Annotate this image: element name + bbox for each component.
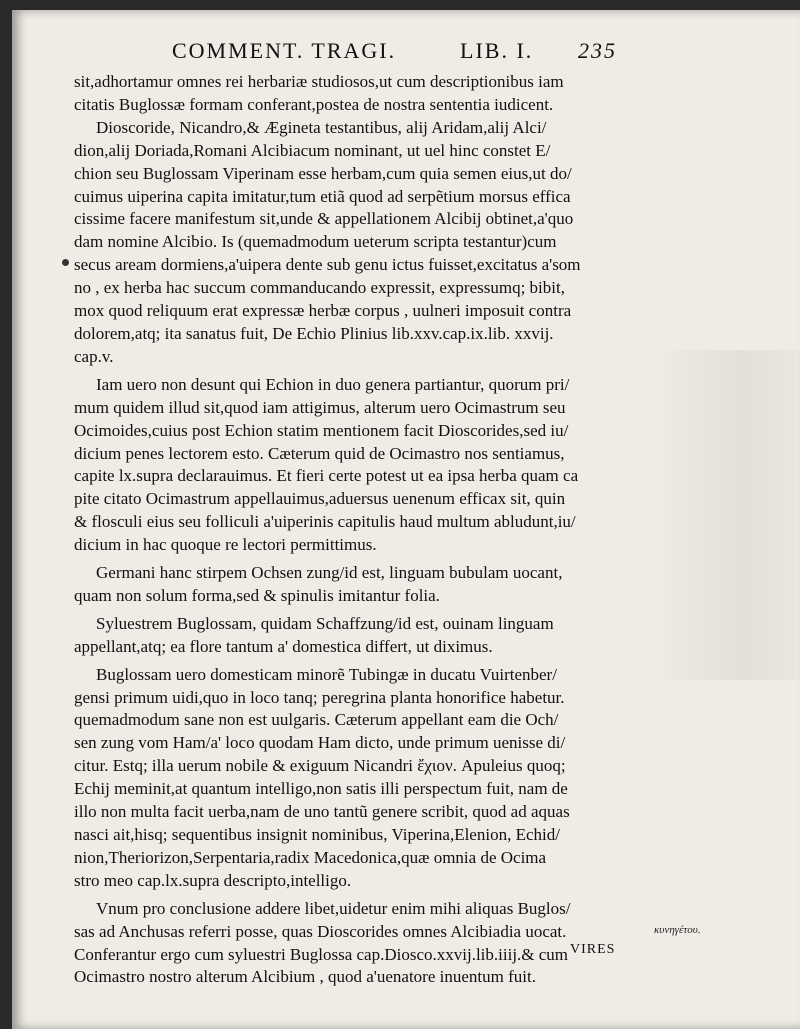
- text-line: cap.v.: [74, 346, 114, 366]
- text-line: Iam uero non desunt qui Echion in duo genera partiantur, quorum pri/: [96, 374, 570, 394]
- text-line: dolorem,atq; ita sanatus fuit, De Echio Plinius lib.xxv.cap.ix.lib. xxvij.: [74, 323, 554, 343]
- text-line: illo non multa facit uerba,nam de uno tantũ genere scribit, quod ad aquas: [74, 802, 570, 822]
- page-number: 235: [578, 38, 617, 63]
- text-line: mox quod reliquum erat expressæ herbæ corpus , uulneri imposuit contra: [74, 301, 572, 321]
- text-line: cuimus uiperina capita imitatur,tum etiã quod ad serpẽtium morsus effica: [74, 186, 571, 206]
- text-line: capite lx.supra declarauimus. Et fieri certe potest ut ea ipsa herba quam ca: [74, 466, 579, 486]
- text-line: sas ad Anchusas referri posse, quas Dioscorides omnes Alcibiadia uocat.: [74, 921, 567, 941]
- text-line: & flosculi eius seu folliculi a'uiperinis capitulis haud multum abludunt,iu/: [74, 512, 576, 532]
- show-through-shadow: [652, 350, 800, 680]
- text-line: citatis Buglossæ formam conferant,postea de nostra sententia iudicent.: [74, 94, 554, 114]
- text-line: cissime facere manifestum sit,unde & appellationem Alcibij obtinet,a'quo: [74, 209, 574, 229]
- text-line: nasci ait,hisq; sequentibus insignit nominibus, Viperina,Elenion, Echid/: [74, 825, 560, 844]
- body-text: [74, 71, 634, 989]
- text-line: quemadmodum sane non est uulgaris. Cæterum appellant eam die Och/: [74, 710, 559, 730]
- text-line: dicium penes lectorem esto. Cæterum quid de Ocimastro nos sentiamus,: [74, 443, 565, 463]
- text-line: nion,Theriorizon,Serpentaria,radix Macedonica,quæ omnia de Ocima: [74, 847, 547, 867]
- text-line: Ocimastro nostro alterum Alcibium , quod a'uenatore inuentum fuit.: [74, 967, 536, 987]
- text-line: chion seu Buglossam Viperinam esse herbam,cum quia semen eius,ut do/: [74, 163, 572, 183]
- text-line: secus aream dormiens,a'uipera dente sub genu ictus fuisset,excitatus a'som: [74, 255, 581, 275]
- text-line: dion,alij Doriada,Romani Alcibiacum nominant, ut uel hinc constet E/: [74, 140, 551, 160]
- marginal-note: κυνηγέτου.: [654, 924, 701, 936]
- text-line: mum quidem illud sit,quod iam attigimus, alterum uero Ocimastrum seu: [74, 397, 566, 417]
- text-line: no , ex herba hac succum commanducando expressit, expressumq; bibit,: [74, 278, 565, 298]
- text-line: stro meo cap.lx.supra descripto,intelligo.: [74, 870, 352, 890]
- text-line: Ocimoides,cuius post Echion statim mentionem facit Dioscorides,sed iu/: [74, 420, 569, 440]
- text-line: quam non solum forma,sed & spinulis imitantur folia.: [74, 585, 440, 605]
- running-head-book: LIB. I.: [460, 38, 534, 63]
- text-line: dam nomine Alcibio. Is (quemadmodum ueterum scripta testantur)cum: [74, 232, 557, 252]
- ink-spot: [62, 259, 69, 266]
- running-head-title: COMMENT. TRAGI.: [172, 38, 397, 63]
- catchword: VIRES: [570, 942, 616, 957]
- text-line: Conferantur ergo cum syluestri Buglossa cap.Diosco.xxvij.lib.iiij.& cum: [74, 944, 569, 964]
- text-line: citur. Estq; illa uerum nobile & exiguum Nicandri ἔχιον. Apuleius quoq;: [74, 756, 566, 776]
- text-line: sit,adhortamur omnes rei herbariæ studiosos,ut cum descriptionibus iam: [74, 72, 564, 91]
- text-line: pite citato Ocimastrum appellauimus,aduersus uenenum efficax sit, quin: [74, 489, 566, 509]
- text-line: dicium in hac quoque re lectori permittimus.: [74, 535, 377, 555]
- text-line: appellant,atq; ea flore tantum a' domestica differt, ut diximus.: [74, 636, 493, 656]
- text-line: sen zung vom Ham/a' loco quodam Ham dicto, unde primum uenisse di/: [74, 733, 566, 753]
- text-line: Vnum pro conclusione addere libet,uidetur enim mihi aliquas Buglos/: [96, 898, 571, 918]
- text-line: Echij meminit,at quantum intelligo,non satis illi perspectum fuit, nam de: [74, 779, 568, 799]
- book-page: [12, 10, 800, 1029]
- text-line: gensi primum uidi,quo in loco tanq; peregrina planta honorifice habetur.: [74, 687, 565, 707]
- text-line: Germani hanc stirpem Ochsen zung/id est, linguam bubulam uocant,: [96, 563, 563, 583]
- text-line: Buglossam uero domesticam minorẽ Tubingæ in ducatu Vuirtenber/: [96, 664, 557, 684]
- text-line: Syluestrem Buglossam, quidam Schaffzung/id est, ouinam linguam: [96, 613, 554, 633]
- text-line: Dioscoride, Nicandro,& Ægineta testantibus, alij Aridam,alij Alci/: [96, 117, 547, 137]
